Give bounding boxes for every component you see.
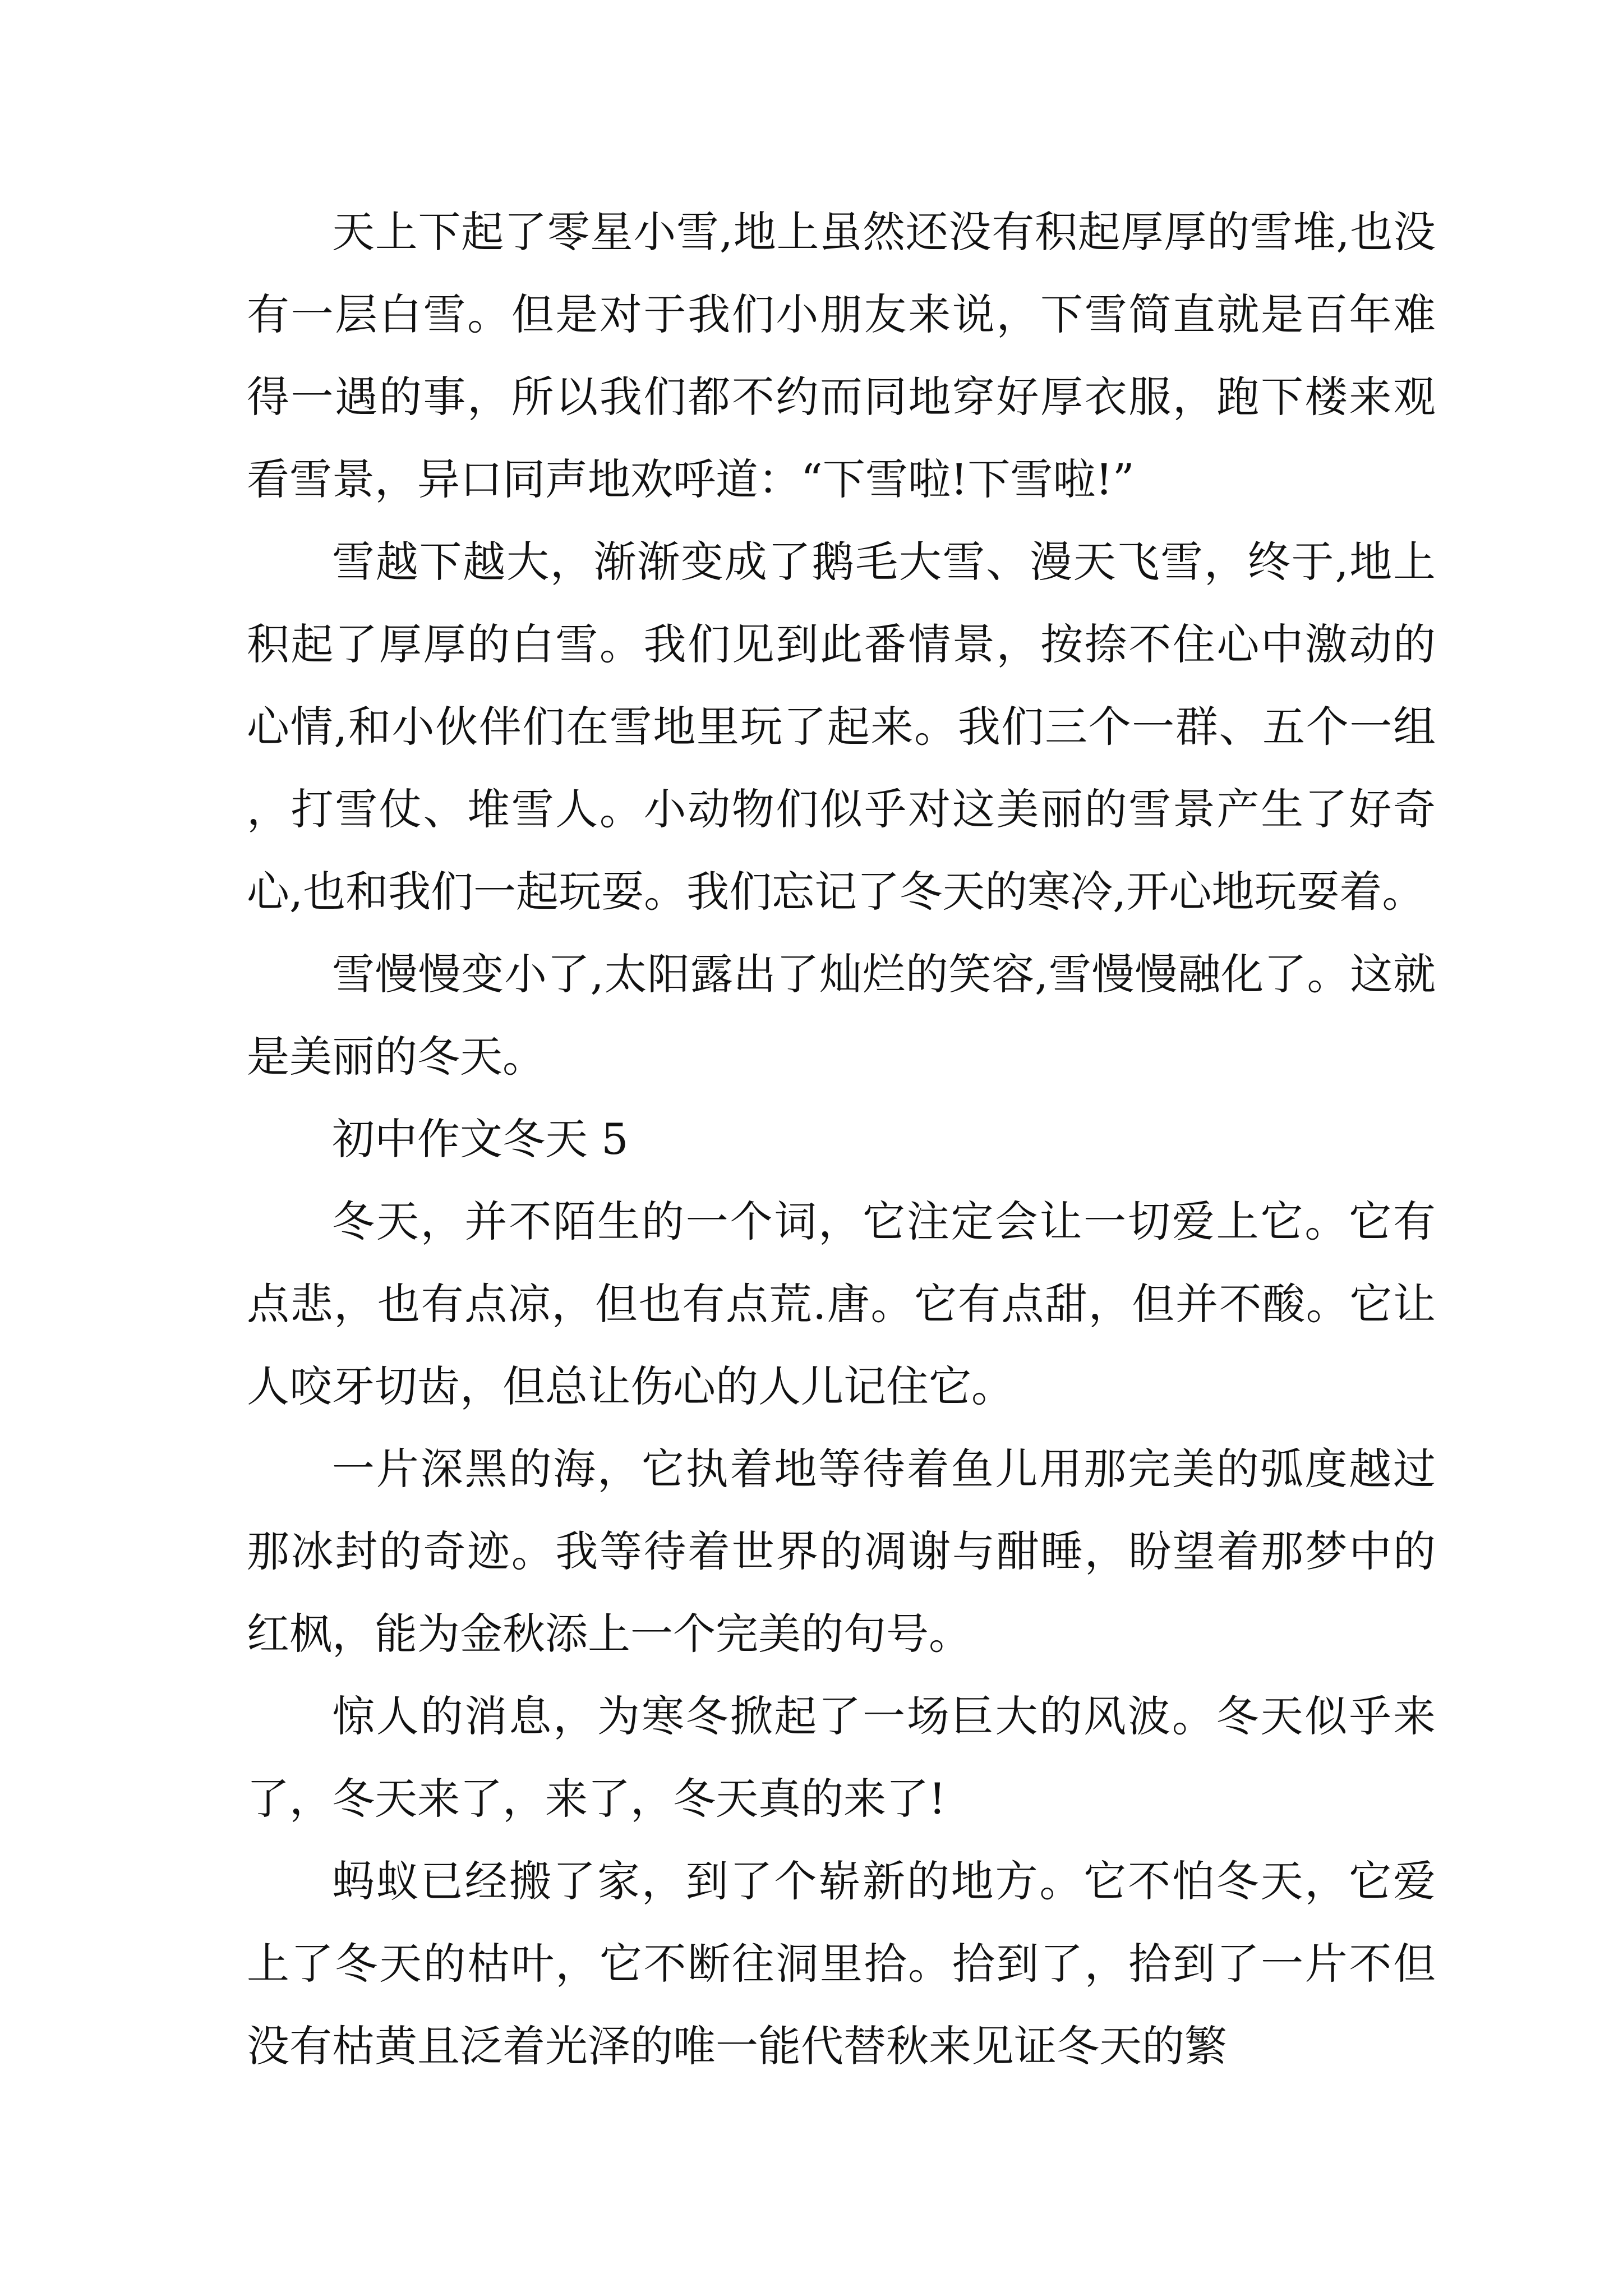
paragraph-ants: 蚂蚁已经搬了家，到了个崭新的地方。它不怕冬天，它爱上了冬天的枯叶，它不断往洞里拾。拾到了，拾到了一片不但没有枯黄且泛着光泽的唯一能代替秋来见证冬天的繁	[247, 1856, 1436, 2071]
paragraph-snowfall-start: 天上下起了零星小雪,地上虽然还没有积起厚厚的雪堆,也没有一层白雪。但是对于我们小朋友来说，下雪简直就是百年难得一遇的事，所以我们都不约而同地穿好厚衣服，跑下楼来观看雪景，异口同声地欢呼道：“下雪啦!下雪啦!”	[247, 207, 1436, 504]
paragraph-winter-word: 冬天，并不陌生的一个词，它注定会让一切爱上它。它有点悲，也有点凉，但也有点荒.唐。它有点甜，但并不酸。它让人咬牙切齿，但总让伤心的人儿记住它。	[247, 1197, 1436, 1411]
paragraph-dark-sea: 一片深黑的海，它执着地等待着鱼儿用那完美的弧度越过那冰封的奇迹。我等待着世界的凋谢与酣睡，盼望着那梦中的红枫，能为金秋添上一个完美的句号。	[247, 1444, 1436, 1659]
paragraph-news: 惊人的消息，为寒冬掀起了一场巨大的风波。冬天似乎来了，冬天来了，来了，冬天真的来了!	[247, 1691, 1436, 1824]
paragraph-heavy-snow: 雪越下越大，渐渐变成了鹅毛大雪、漫天飞雪，终于,地上积起了厚厚的白雪。我们见到此番情景，按捺不住心中激动的心情,和小伙伴们在雪地里玩了起来。我们三个一群、五个一组，打雪仗、堆雪人。小动物们似乎对这美丽的雪景产生了好奇心,也和我们一起玩耍。我们忘记了冬天的寒冷,开心地玩耍着。	[247, 537, 1436, 917]
essay-body	[247, 191, 1436, 2087]
paragraph-snow-melts: 雪慢慢变小了,太阳露出了灿烂的笑容,雪慢慢融化了。这就是美丽的冬天。	[247, 949, 1436, 1082]
essay-heading: 初中作文冬天 5	[332, 1114, 629, 1164]
